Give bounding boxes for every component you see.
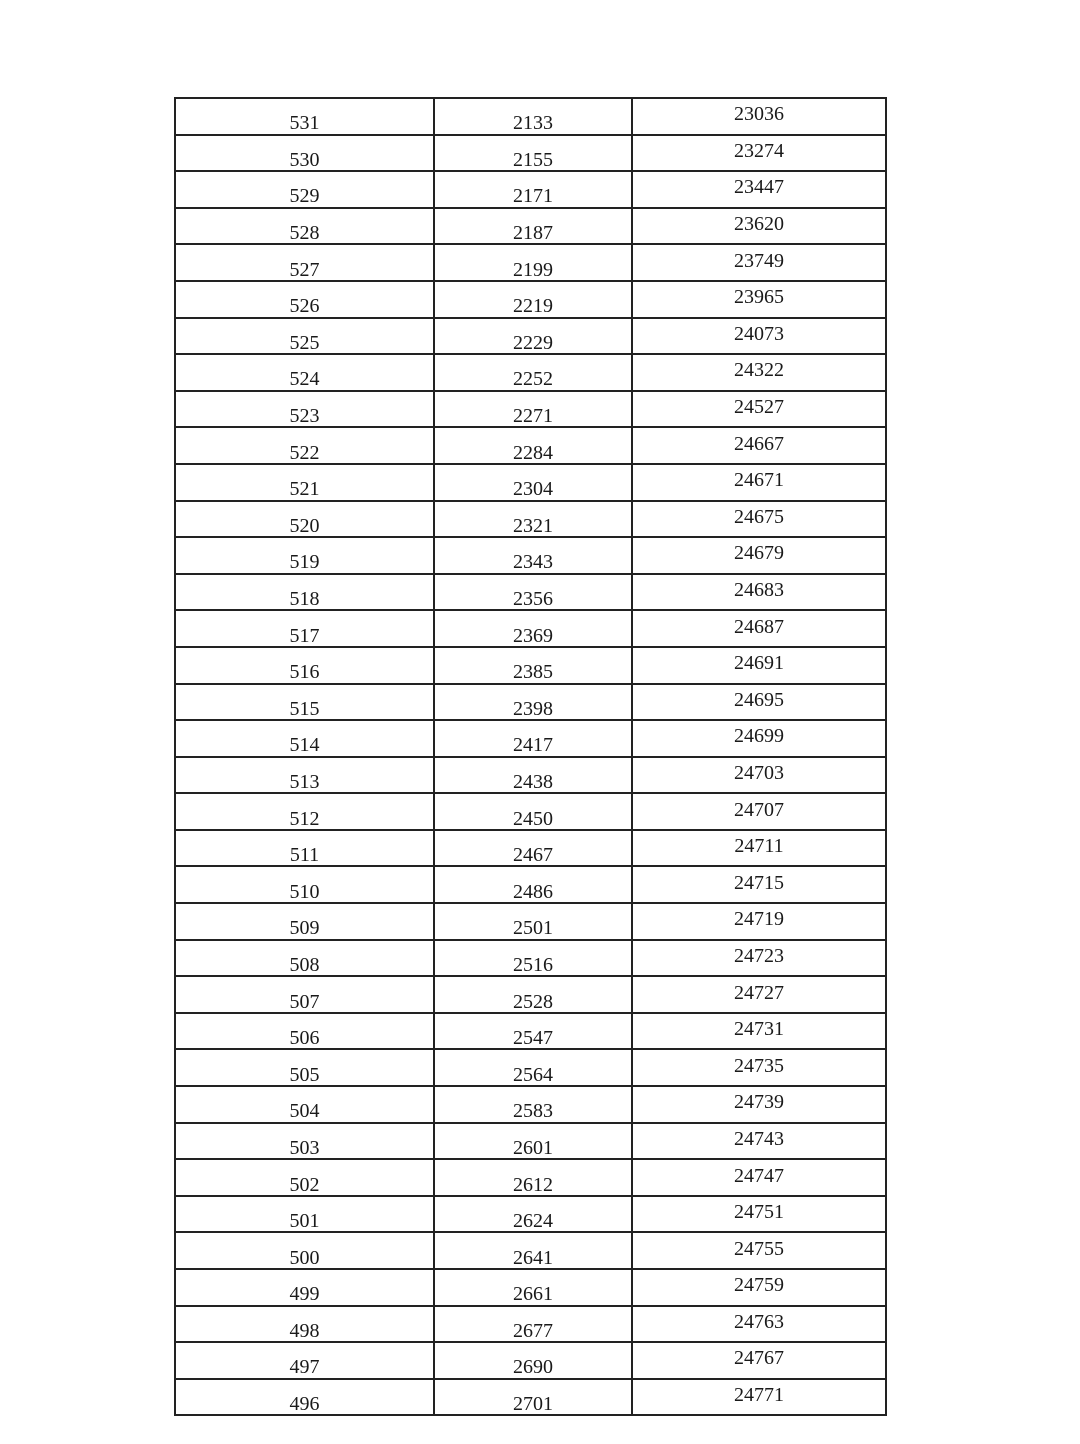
score-cell-value: 506 <box>289 1027 320 1050</box>
score-cell <box>175 976 434 1013</box>
cumulative-cell <box>632 1049 886 1086</box>
count-cell-value: 2501 <box>513 917 553 940</box>
score-cell-value: 504 <box>289 1100 320 1123</box>
cumulative-cell <box>632 1232 886 1269</box>
count-cell <box>434 720 632 757</box>
score-table-body <box>175 98 886 1415</box>
cumulative-cell-value: 24711 <box>734 835 784 858</box>
cumulative-cell <box>632 1013 886 1050</box>
cumulative-cell <box>632 501 886 538</box>
cumulative-cell-value: 24735 <box>734 1054 784 1077</box>
cumulative-cell <box>632 354 886 391</box>
cumulative-cell <box>632 1379 886 1416</box>
score-cell-value: 509 <box>289 917 320 940</box>
table-row <box>175 757 886 794</box>
cumulative-cell <box>632 757 886 794</box>
score-cell <box>175 610 434 647</box>
cumulative-cell <box>632 574 886 611</box>
cumulative-cell <box>632 537 886 574</box>
cumulative-cell-value: 24771 <box>734 1384 784 1407</box>
cumulative-cell <box>632 720 886 757</box>
cumulative-cell-value: 23274 <box>734 139 784 162</box>
count-cell <box>434 1049 632 1086</box>
score-cell-value: 530 <box>289 148 320 171</box>
cumulative-cell-value: 24322 <box>734 359 784 382</box>
count-cell <box>434 501 632 538</box>
count-cell <box>434 793 632 830</box>
cumulative-cell <box>632 1159 886 1196</box>
cumulative-cell-value: 24719 <box>734 908 784 931</box>
score-cell-value: 521 <box>289 478 320 501</box>
cumulative-cell <box>632 793 886 830</box>
count-cell-value: 2171 <box>513 185 553 208</box>
count-cell-value: 2486 <box>513 880 553 903</box>
cumulative-cell <box>632 903 886 940</box>
score-cell <box>175 903 434 940</box>
cumulative-cell-value: 24747 <box>734 1164 784 1187</box>
count-cell-value: 2564 <box>513 1063 553 1086</box>
score-cell <box>175 1342 434 1379</box>
cumulative-cell-value: 24731 <box>734 1018 784 1041</box>
cumulative-cell-value: 24767 <box>734 1347 784 1370</box>
count-cell-value: 2284 <box>513 441 553 464</box>
table-row <box>175 793 886 830</box>
score-cell <box>175 720 434 757</box>
score-cell <box>175 866 434 903</box>
score-cell <box>175 135 434 172</box>
score-cell-value: 526 <box>289 295 320 318</box>
table-row <box>175 537 886 574</box>
score-cell <box>175 354 434 391</box>
score-cell <box>175 208 434 245</box>
score-cell <box>175 1013 434 1050</box>
cumulative-cell-value: 24683 <box>734 579 784 602</box>
count-cell <box>434 1086 632 1123</box>
score-cell-value: 531 <box>289 112 320 135</box>
cumulative-cell-value: 24707 <box>734 798 784 821</box>
table-row <box>175 318 886 355</box>
count-cell-value: 2624 <box>513 1210 553 1233</box>
score-cell-value: 507 <box>289 990 320 1013</box>
cumulative-cell-value: 24751 <box>734 1201 784 1224</box>
count-cell <box>434 244 632 281</box>
table-row <box>175 244 886 281</box>
count-cell <box>434 1013 632 1050</box>
score-cell <box>175 1232 434 1269</box>
count-cell <box>434 830 632 867</box>
count-cell-value: 2155 <box>513 148 553 171</box>
cumulative-cell <box>632 940 886 977</box>
count-cell-value: 2467 <box>513 844 553 867</box>
score-cell <box>175 1379 434 1416</box>
cumulative-cell <box>632 281 886 318</box>
table-row <box>175 1049 886 1086</box>
score-cell <box>175 391 434 428</box>
table-row <box>175 720 886 757</box>
cumulative-cell-value: 24699 <box>734 725 784 748</box>
count-cell-value: 2547 <box>513 1027 553 1050</box>
cumulative-cell <box>632 610 886 647</box>
score-table <box>174 97 887 1416</box>
cumulative-cell-value: 24691 <box>734 652 784 675</box>
score-cell-value: 505 <box>289 1063 320 1086</box>
cumulative-cell-value: 24671 <box>734 469 784 492</box>
cumulative-cell-value: 24687 <box>734 615 784 638</box>
count-cell <box>434 574 632 611</box>
cumulative-cell-value: 24073 <box>734 322 784 345</box>
cumulative-cell-value: 24723 <box>734 944 784 967</box>
cumulative-cell-value: 24755 <box>734 1237 784 1260</box>
table-row <box>175 98 886 135</box>
score-cell-value: 524 <box>289 368 320 391</box>
cumulative-cell <box>632 1269 886 1306</box>
score-cell-value: 527 <box>289 258 320 281</box>
count-cell-value: 2612 <box>513 1173 553 1196</box>
count-cell <box>434 464 632 501</box>
score-cell <box>175 318 434 355</box>
score-cell <box>175 1269 434 1306</box>
count-cell <box>434 354 632 391</box>
score-cell-value: 514 <box>289 734 320 757</box>
cumulative-cell <box>632 866 886 903</box>
count-cell <box>434 1196 632 1233</box>
count-cell <box>434 903 632 940</box>
table-row <box>175 866 886 903</box>
score-cell <box>175 940 434 977</box>
score-cell-value: 499 <box>289 1283 320 1306</box>
count-cell-value: 2450 <box>513 807 553 830</box>
cumulative-cell-value: 23036 <box>734 103 784 126</box>
score-cell-value: 528 <box>289 222 320 245</box>
count-cell <box>434 391 632 428</box>
table-row <box>175 1159 886 1196</box>
cumulative-cell <box>632 976 886 1013</box>
count-cell-value: 2343 <box>513 551 553 574</box>
score-cell-value: 511 <box>289 844 320 867</box>
score-cell <box>175 1196 434 1233</box>
table-row <box>175 976 886 1013</box>
table-row <box>175 427 886 464</box>
table-row <box>175 1269 886 1306</box>
cumulative-cell-value: 24727 <box>734 981 784 1004</box>
table-row <box>175 135 886 172</box>
score-cell <box>175 171 434 208</box>
score-cell <box>175 281 434 318</box>
table-row <box>175 830 886 867</box>
table-row <box>175 1379 886 1416</box>
table-row <box>175 1306 886 1343</box>
count-cell <box>434 1159 632 1196</box>
count-cell-value: 2304 <box>513 478 553 501</box>
table-row <box>175 1342 886 1379</box>
table-row <box>175 464 886 501</box>
count-cell <box>434 610 632 647</box>
cumulative-cell <box>632 208 886 245</box>
cumulative-cell <box>632 684 886 721</box>
score-cell-value: 519 <box>289 551 320 574</box>
cumulative-cell-value: 24667 <box>734 432 784 455</box>
count-cell <box>434 1269 632 1306</box>
count-cell-value: 2271 <box>513 405 553 428</box>
cumulative-cell <box>632 647 886 684</box>
count-cell-value: 2661 <box>513 1283 553 1306</box>
count-cell <box>434 1306 632 1343</box>
score-cell-value: 518 <box>289 588 320 611</box>
cumulative-cell-value: 24703 <box>734 761 784 784</box>
table-row <box>175 1086 886 1123</box>
count-cell-value: 2528 <box>513 990 553 1013</box>
table-row <box>175 610 886 647</box>
count-cell-value: 2438 <box>513 770 553 793</box>
table-row <box>175 574 886 611</box>
score-cell-value: 498 <box>289 1319 320 1342</box>
score-cell <box>175 574 434 611</box>
table-row <box>175 208 886 245</box>
cumulative-cell <box>632 1196 886 1233</box>
cumulative-cell <box>632 171 886 208</box>
count-cell <box>434 171 632 208</box>
cumulative-cell-value: 24715 <box>734 871 784 894</box>
count-cell-value: 2701 <box>513 1393 553 1416</box>
score-cell-value: 517 <box>289 624 320 647</box>
table-row <box>175 391 886 428</box>
count-cell <box>434 684 632 721</box>
cumulative-cell-value: 23447 <box>734 176 784 199</box>
score-cell <box>175 1306 434 1343</box>
score-cell <box>175 501 434 538</box>
table-row <box>175 684 886 721</box>
cumulative-cell <box>632 1306 886 1343</box>
table-row <box>175 1232 886 1269</box>
score-cell <box>175 1086 434 1123</box>
score-cell <box>175 464 434 501</box>
score-cell-value: 513 <box>289 770 320 793</box>
score-cell-value: 501 <box>289 1210 320 1233</box>
count-cell-value: 2677 <box>513 1319 553 1342</box>
score-cell <box>175 830 434 867</box>
table-row <box>175 171 886 208</box>
table-row <box>175 281 886 318</box>
table-row <box>175 1196 886 1233</box>
score-cell <box>175 647 434 684</box>
cumulative-cell-value: 24763 <box>734 1310 784 1333</box>
score-cell <box>175 1123 434 1160</box>
count-cell-value: 2229 <box>513 331 553 354</box>
score-cell-value: 502 <box>289 1173 320 1196</box>
count-cell <box>434 647 632 684</box>
count-cell <box>434 866 632 903</box>
cumulative-cell <box>632 830 886 867</box>
cumulative-cell <box>632 1123 886 1160</box>
table-row <box>175 1123 886 1160</box>
count-cell <box>434 427 632 464</box>
count-cell <box>434 208 632 245</box>
table-row <box>175 354 886 391</box>
score-cell-value: 496 <box>289 1393 320 1416</box>
score-cell-value: 520 <box>289 514 320 537</box>
count-cell-value: 2133 <box>513 112 553 135</box>
count-cell-value: 2369 <box>513 624 553 647</box>
count-cell-value: 2601 <box>513 1136 553 1159</box>
count-cell-value: 2690 <box>513 1356 553 1379</box>
count-cell-value: 2385 <box>513 661 553 684</box>
count-cell-value: 2187 <box>513 222 553 245</box>
cumulative-cell <box>632 391 886 428</box>
cumulative-cell <box>632 427 886 464</box>
table-row <box>175 1013 886 1050</box>
count-cell <box>434 1342 632 1379</box>
cumulative-cell-value: 24743 <box>734 1127 784 1150</box>
cumulative-cell-value: 24759 <box>734 1274 784 1297</box>
count-cell-value: 2641 <box>513 1246 553 1269</box>
count-cell-value: 2516 <box>513 953 553 976</box>
count-cell <box>434 757 632 794</box>
count-cell-value: 2398 <box>513 697 553 720</box>
score-cell <box>175 98 434 135</box>
cumulative-cell <box>632 244 886 281</box>
score-cell-value: 525 <box>289 331 320 354</box>
cumulative-cell <box>632 464 886 501</box>
count-cell-value: 2321 <box>513 514 553 537</box>
score-cell-value: 529 <box>289 185 320 208</box>
score-cell-value: 503 <box>289 1136 320 1159</box>
score-cell-value: 497 <box>289 1356 320 1379</box>
score-cell <box>175 757 434 794</box>
score-cell-value: 510 <box>289 880 320 903</box>
cumulative-cell-value: 23620 <box>734 213 784 236</box>
count-cell-value: 2199 <box>513 258 553 281</box>
count-cell <box>434 940 632 977</box>
score-cell <box>175 684 434 721</box>
count-cell <box>434 537 632 574</box>
count-cell-value: 2356 <box>513 588 553 611</box>
score-cell-value: 512 <box>289 807 320 830</box>
cumulative-cell-value: 24739 <box>734 1091 784 1114</box>
count-cell <box>434 1232 632 1269</box>
score-cell-value: 500 <box>289 1246 320 1269</box>
cumulative-cell <box>632 98 886 135</box>
count-cell <box>434 281 632 318</box>
count-cell-value: 2252 <box>513 368 553 391</box>
score-cell-value: 515 <box>289 697 320 720</box>
table-row <box>175 940 886 977</box>
score-cell-value: 523 <box>289 405 320 428</box>
count-cell <box>434 976 632 1013</box>
cumulative-cell-value: 24527 <box>734 396 784 419</box>
score-cell-value: 508 <box>289 953 320 976</box>
cumulative-cell <box>632 1342 886 1379</box>
cumulative-cell <box>632 135 886 172</box>
cumulative-cell-value: 23749 <box>734 249 784 272</box>
cumulative-cell-value: 24675 <box>734 505 784 528</box>
count-cell <box>434 135 632 172</box>
score-cell <box>175 537 434 574</box>
cumulative-cell-value: 24695 <box>734 688 784 711</box>
table-row <box>175 903 886 940</box>
score-cell <box>175 244 434 281</box>
cumulative-cell-value: 24679 <box>734 542 784 565</box>
count-cell <box>434 1123 632 1160</box>
score-cell <box>175 1159 434 1196</box>
count-cell <box>434 1379 632 1416</box>
cumulative-cell <box>632 1086 886 1123</box>
table-row <box>175 501 886 538</box>
table-row <box>175 647 886 684</box>
score-cell-value: 516 <box>289 661 320 684</box>
count-cell <box>434 98 632 135</box>
score-cell <box>175 427 434 464</box>
score-cell <box>175 793 434 830</box>
count-cell-value: 2583 <box>513 1100 553 1123</box>
cumulative-cell-value: 23965 <box>734 286 784 309</box>
score-cell-value: 522 <box>289 441 320 464</box>
count-cell-value: 2417 <box>513 734 553 757</box>
cumulative-cell <box>632 318 886 355</box>
score-cell <box>175 1049 434 1086</box>
count-cell <box>434 318 632 355</box>
count-cell-value: 2219 <box>513 295 553 318</box>
